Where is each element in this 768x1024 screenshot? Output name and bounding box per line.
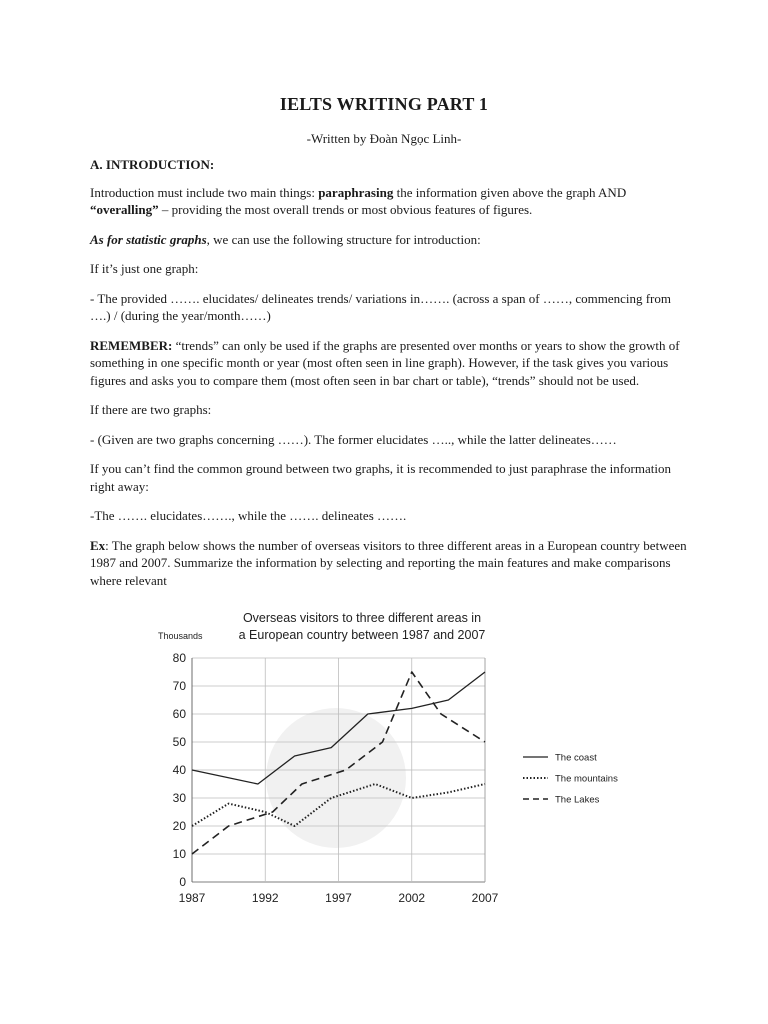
paragraph-remember — [90, 337, 690, 390]
paragraph-one-graph-structure: - The provided ……. elucidates/ delineates trends/ variations in……. (across a span of ……, commencing from ….) / (during the year/month……) — [90, 290, 671, 323]
author-line: -Written by Đoàn Ngọc Linh- — [306, 131, 462, 146]
chart-svg — [150, 606, 620, 910]
bold-run: “overalling” — [90, 202, 159, 217]
x-tick-label: 1992 — [251, 891, 279, 905]
chart-title-line2: a European country between 1987 and 2007 — [238, 628, 486, 642]
bold-run: REMEMBER: — [90, 337, 173, 353]
bold-italic-run: As for statistic graphs — [90, 231, 207, 247]
y-tick-label: 60 — [172, 707, 186, 721]
text-run: , we can use the following structure for introduction: — [206, 231, 481, 247]
legend-label-the-coast: The coast — [555, 752, 597, 764]
line-chart — [150, 606, 620, 910]
paragraph-no-common-ground: If you can’t find the common ground between two graphs, it is recommended to just paraphrase the information right away: — [90, 461, 671, 494]
paragraph-one-graph: If it’s just one graph: — [90, 261, 199, 276]
y-tick-label: 20 — [172, 819, 186, 833]
text-run: “trends” can only be used if the graphs are presented over months or years to show the growth of something in one specific month or year (most often seen in line graph). However, if the task gives you various figures and asks you to compare them (most often seen in bar chart or table), “trends” should not be used. — [90, 337, 680, 388]
x-tick-label: 1997 — [325, 891, 352, 905]
watermark-logo — [266, 708, 406, 848]
text-run: the information given above the graph AND — [393, 184, 627, 200]
y-tick-label: 80 — [172, 651, 186, 665]
section-heading: A. INTRODUCTION: — [90, 157, 215, 172]
bold-run: Ex — [90, 537, 106, 553]
paragraph-intro — [90, 184, 690, 219]
paragraph-two-graphs: If there are two graphs: — [90, 402, 212, 417]
y-tick-label: 0 — [179, 875, 186, 889]
document-body — [90, 156, 690, 601]
y-tick-label: 70 — [172, 679, 186, 693]
y-tick-label: 30 — [172, 791, 186, 805]
text-run: – providing the most overall trends or most obvious features of figures. — [158, 202, 533, 217]
y-tick-label: 50 — [172, 735, 186, 749]
y-axis-label: Thousands — [158, 631, 203, 641]
paragraph-two-graphs-structure: - (Given are two graphs concerning ……). The former elucidates ….., while the latter delineates…… — [90, 431, 617, 447]
legend-label-the-lakes: The Lakes — [555, 794, 600, 806]
paragraph-example — [90, 537, 690, 590]
chart-legend — [523, 753, 618, 806]
legend-label-the-mountains: The mountains — [555, 773, 618, 785]
chart-title-line1: Overseas visitors to three different areas in — [242, 611, 482, 625]
y-tick-label: 40 — [172, 763, 186, 777]
x-tick-label: 2007 — [471, 891, 499, 905]
text-run: Introduction must include two main things: — [90, 184, 319, 200]
text-run: : The graph below shows the number of overseas visitors to three different areas in a European country between 1987 and 2007. Summarize the information by selecting and reporting the main features and make comparisons where relevant — [90, 537, 687, 588]
paragraph-paraphrase-structure: -The ……. elucidates……., while the ……. delineates ……. — [90, 508, 407, 523]
bold-run: paraphrasing — [318, 184, 394, 200]
page-title: IELTS WRITING PART 1 — [279, 94, 489, 114]
y-tick-label: 10 — [172, 847, 186, 861]
x-tick-label: 1987 — [178, 891, 206, 905]
x-tick-label: 2002 — [398, 891, 426, 905]
paragraph-statistic-graphs — [90, 231, 690, 249]
